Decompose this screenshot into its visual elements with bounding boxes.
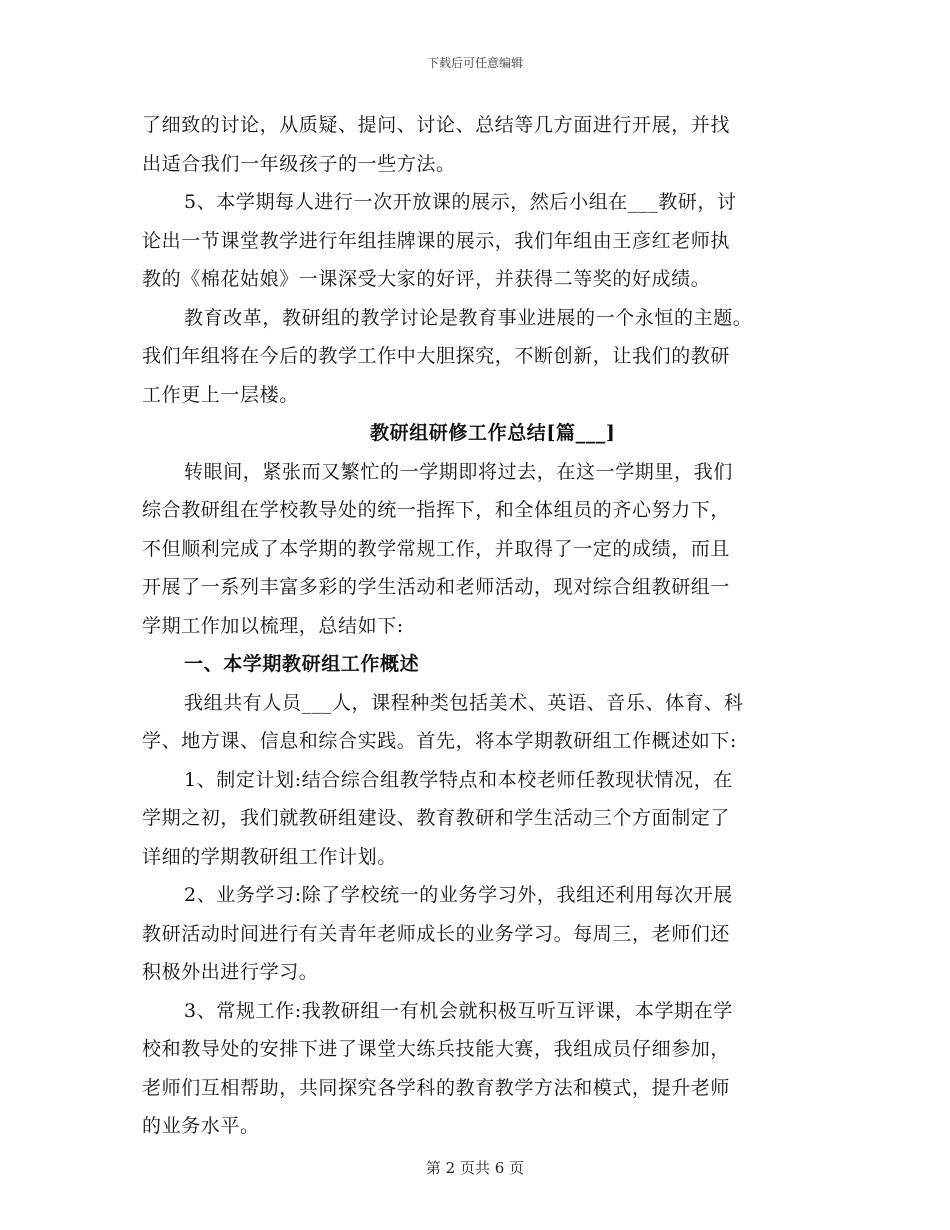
text-line: 出适合我们一年级孩子的一些方法。 bbox=[142, 152, 456, 175]
text-line: 综合教研组在学校教导处的统一指挥下，和全体组员的齐心努力下， bbox=[142, 499, 731, 521]
text-line: 5、本学期每人进行一次开放课的展示，然后小组在___教研，讨 bbox=[184, 191, 737, 213]
text-line: 3、常规工作:我教研组一有机会就积极互听互评课，本学期在学 bbox=[184, 999, 733, 1022]
text-line: 学期之初，我们就教研组建设、教育教研和学生活动三个方面制定了 bbox=[142, 807, 731, 829]
text-line: 工作更上一层楼。 bbox=[142, 383, 299, 406]
text-line: 2、业务学习:除了学校统一的业务学习外，我组还利用每次开展 bbox=[184, 884, 733, 906]
text-line: 教研活动时间进行有关青年老师成长的业务学习。每周三，老师们还 bbox=[142, 922, 731, 945]
text-line: 校和教导处的安排下进了课堂大练兵技能大赛，我组成员仔细参加， bbox=[142, 1038, 731, 1060]
page-number: 第 2 页共 6 页 bbox=[425, 1159, 525, 1177]
text-line: 的业务水平。 bbox=[142, 1115, 260, 1137]
section-title: 教研组研修工作总结[篇___] bbox=[370, 422, 616, 444]
text-line: 学、地方课、信息和综合实践。首先，将本学期教研组工作概述如下: bbox=[142, 730, 738, 752]
text-line: 了细致的讨论，从质疑、提问、讨论、总结等几方面进行开展，并找 bbox=[142, 114, 731, 136]
text-line: 论出一节课堂教学进行年组挂牌课的展示，我们年组由王彦红老师执 bbox=[142, 229, 731, 252]
section-heading: 一、本学期教研组工作概述 bbox=[184, 653, 420, 675]
text-line: 教育改革，教研组的教学讨论是教育事业进展的一个永恒的主题。 bbox=[184, 306, 753, 329]
text-line: 我们年组将在今后的教学工作中大胆探究，不断创新，让我们的教研 bbox=[142, 345, 731, 367]
text-line: 学期工作加以梳理，总结如下: bbox=[142, 614, 404, 637]
text-line: 积极外出进行学习。 bbox=[142, 961, 319, 983]
text-line: 1、制定计划:结合综合组教学特点和本校老师任教现状情况，在 bbox=[184, 768, 733, 791]
text-line: 开展了一系列丰富多彩的学生活动和老师活动，现对综合组教研组一 bbox=[142, 576, 731, 598]
page-header: 下载后可任意编辑 bbox=[426, 56, 523, 70]
text-line: 转眼间，紧张而又繁忙的一学期即将过去，在这一学期里，我们 bbox=[184, 460, 733, 483]
text-line: 详细的学期教研组工作计划。 bbox=[142, 845, 397, 868]
text-line: 教的《棉花姑娘》一课深受大家的好评，并获得二等奖的好成绩。 bbox=[142, 268, 711, 290]
text-line: 我组共有人员___人，课程种类包括美术、英语、音乐、体育、科 bbox=[184, 691, 744, 714]
document-body bbox=[142, 106, 810, 1146]
text-line: 老师们互相帮助，共同探究各学科的教育教学方法和模式，提升老师 bbox=[142, 1076, 731, 1099]
text-line: 不但顺利完成了本学期的教学常规工作，并取得了一定的成绩，而且 bbox=[142, 537, 731, 560]
